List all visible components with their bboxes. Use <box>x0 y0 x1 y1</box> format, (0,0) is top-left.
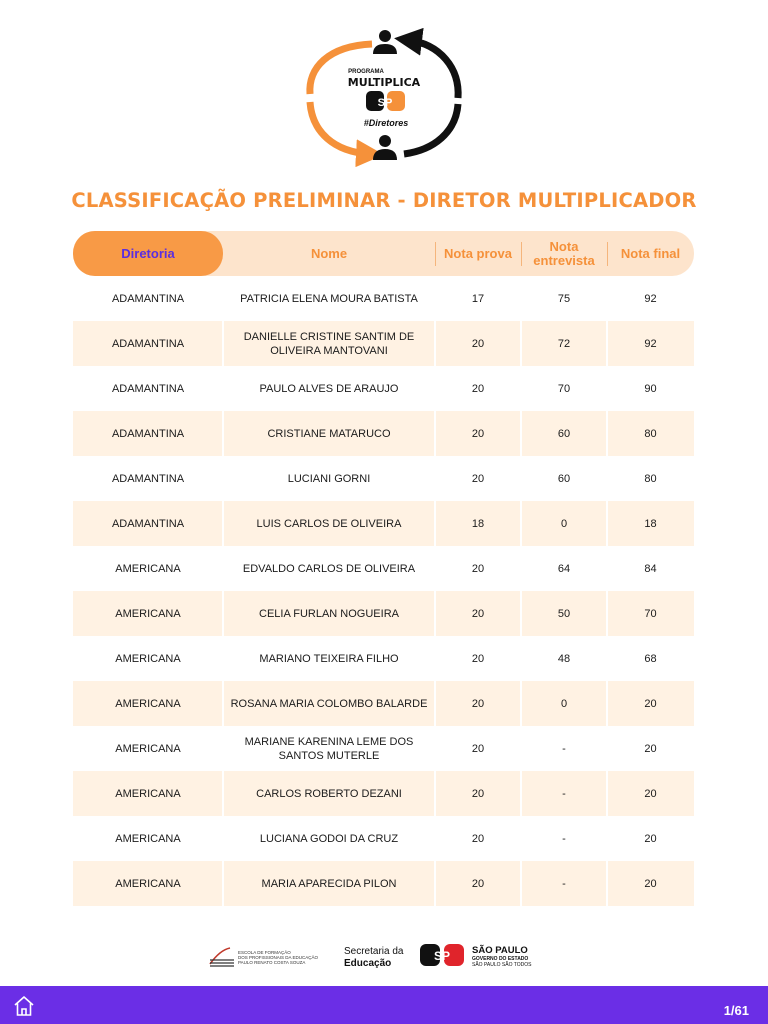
cell-nota-entrevista: 60 <box>557 472 571 485</box>
table-row <box>73 456 694 501</box>
cell-nota-final: 80 <box>644 472 657 485</box>
logo-line3: SP <box>377 97 393 109</box>
cell-nota-final: 90 <box>644 382 657 395</box>
cell-nome: CARLOS ROBERTO DEZANI <box>256 787 402 800</box>
header-nota-final: Nota final <box>620 245 681 261</box>
table-row <box>73 636 694 681</box>
column-divider <box>520 321 522 366</box>
header-diretoria: Diretoria <box>73 231 223 276</box>
cell-nota-final: 20 <box>644 787 657 800</box>
cell-diretoria: AMERICANA <box>115 742 181 755</box>
person-top-icon <box>373 30 397 54</box>
header-nome: Nome <box>310 245 348 261</box>
table-row <box>73 816 694 861</box>
column-divider <box>222 591 224 636</box>
cell-nome: MARIANE KARENINA LEME DOS SANTOS MUTERLE <box>244 735 414 762</box>
table-row <box>73 501 694 546</box>
table-row <box>73 321 694 366</box>
column-divider <box>606 501 608 546</box>
cell-nome: PAULO ALVES DE ARAUJO <box>259 382 399 395</box>
column-divider <box>606 321 608 366</box>
column-divider <box>222 501 224 546</box>
secretaria-line2: Educação <box>344 958 392 969</box>
column-divider <box>520 591 522 636</box>
cell-nota-prova: 20 <box>471 832 485 845</box>
cell-nota-prova: 18 <box>471 517 485 530</box>
cell-nome: LUCIANI GORNI <box>287 472 371 485</box>
cell-nota-prova: 20 <box>471 652 485 665</box>
cell-nota-entrevista: - <box>562 877 566 890</box>
logo-line1: PROGRAMA <box>348 69 384 75</box>
cell-nota-entrevista: 70 <box>557 382 571 395</box>
gov-line3: SÃO PAULO SÃO TODOS <box>472 962 532 968</box>
logo-line2: MULTIPLICA <box>347 76 421 89</box>
cell-diretoria: ADAMANTINA <box>111 517 185 530</box>
cell-nome: MARIANO TEIXEIRA FILHO <box>259 652 399 665</box>
cell-nota-prova: 20 <box>471 697 485 710</box>
cell-nota-prova: 20 <box>471 427 485 440</box>
footer-logos <box>206 940 546 972</box>
cell-nota-entrevista: 72 <box>557 337 571 350</box>
cell-nota-final: 20 <box>644 877 657 890</box>
cell-nota-entrevista: 75 <box>557 292 571 305</box>
cell-diretoria: AMERICANA <box>115 607 181 620</box>
home-icon[interactable] <box>12 994 36 1018</box>
cell-nota-entrevista: 0 <box>560 697 568 710</box>
bottom-bar <box>0 986 768 1024</box>
column-divider <box>222 681 224 726</box>
classification-table <box>73 231 694 906</box>
programa-multiplica-logo <box>300 28 468 168</box>
header-nota-entrevista: Nota entrevista <box>533 238 595 268</box>
cell-nota-entrevista: - <box>562 832 566 845</box>
cell-nome: ROSANA MARIA COLOMBO BALARDE <box>230 697 428 710</box>
cell-nome: LUCIANA GODOI DA CRUZ <box>259 832 399 845</box>
cell-nota-entrevista: 48 <box>557 652 571 665</box>
cell-diretoria: ADAMANTINA <box>111 427 185 440</box>
cell-nome: EDVALDO CARLOS DE OLIVEIRA <box>242 562 416 575</box>
table-row <box>73 546 694 591</box>
cell-nota-final: 84 <box>644 562 657 575</box>
efape-line1: ESCOLA DE FORMAÇÃO <box>238 950 291 955</box>
column-divider <box>606 591 608 636</box>
cell-nota-final: 92 <box>644 337 657 350</box>
cell-diretoria: AMERICANA <box>115 652 181 665</box>
cell-nota-prova: 20 <box>471 337 485 350</box>
cell-nota-prova: 20 <box>471 742 485 755</box>
column-divider <box>520 411 522 456</box>
column-divider <box>434 861 436 906</box>
cell-diretoria: AMERICANA <box>115 697 181 710</box>
table-row <box>73 366 694 411</box>
table-row <box>73 681 694 726</box>
cell-diretoria: ADAMANTINA <box>111 382 185 395</box>
column-divider <box>434 681 436 726</box>
cell-nota-final: 20 <box>644 697 657 710</box>
column-divider <box>222 771 224 816</box>
column-divider <box>606 771 608 816</box>
column-divider <box>222 861 224 906</box>
cell-nome: DANIELLE CRISTINE SANTIM DE OLIVEIRA MANTOVANI <box>243 330 415 357</box>
column-divider <box>520 501 522 546</box>
cell-nota-final: 80 <box>644 427 657 440</box>
table-body <box>73 276 694 906</box>
table-row <box>73 861 694 906</box>
page-number: 1/61 <box>723 1003 749 1018</box>
gov-line1: SÃO PAULO <box>472 945 528 956</box>
cell-diretoria: ADAMANTINA <box>111 337 185 350</box>
table-row <box>73 591 694 636</box>
cell-nota-prova: 20 <box>471 877 485 890</box>
cell-nota-prova: 20 <box>471 607 485 620</box>
secretaria-logo <box>344 944 532 969</box>
column-divider <box>434 591 436 636</box>
cell-nome: LUIS CARLOS DE OLIVEIRA <box>256 517 402 530</box>
table-header <box>73 231 694 276</box>
efape-line3: PAULO RENATO COSTA SOUZA <box>238 960 306 965</box>
cell-nome: CRISTIANE MATARUCO <box>267 427 391 440</box>
column-divider <box>520 861 522 906</box>
efape-logo <box>210 948 319 966</box>
cell-diretoria: ADAMANTINA <box>111 472 185 485</box>
efape-line2: DOS PROFISSIONAIS DA EDUCAÇÃO <box>238 955 319 960</box>
cell-nota-prova: 17 <box>471 292 485 305</box>
cell-diretoria: AMERICANA <box>115 562 181 575</box>
column-divider <box>222 321 224 366</box>
cell-diretoria: ADAMANTINA <box>111 292 185 305</box>
column-divider <box>520 681 522 726</box>
cell-diretoria: AMERICANA <box>115 877 181 890</box>
cell-nota-entrevista: - <box>562 787 566 800</box>
cell-nota-prova: 20 <box>471 382 485 395</box>
column-divider <box>434 321 436 366</box>
cell-nome: PATRICIA ELENA MOURA BATISTA <box>240 292 418 305</box>
cell-nota-final: 92 <box>644 292 657 305</box>
cell-nota-final: 20 <box>644 742 657 755</box>
column-divider <box>222 411 224 456</box>
table-row <box>73 276 694 321</box>
cell-nota-prova: 20 <box>471 472 485 485</box>
cell-nota-prova: 20 <box>471 787 485 800</box>
table-row <box>73 726 694 771</box>
table-row <box>73 411 694 456</box>
secretaria-line1: Secretaria da <box>344 946 404 957</box>
cell-nota-entrevista: 0 <box>560 517 568 530</box>
header-nota-prova: Nota prova <box>444 245 512 261</box>
cell-nota-entrevista: 64 <box>557 562 571 575</box>
person-bottom-icon <box>373 135 397 160</box>
cell-nome: CELIA FURLAN NOGUEIRA <box>259 607 399 620</box>
cell-diretoria: AMERICANA <box>115 832 181 845</box>
page-title: CLASSIFICAÇÃO PRELIMINAR - DIRETOR MULTIPLICADOR <box>71 189 697 212</box>
cell-nota-final: 18 <box>644 517 657 530</box>
column-divider <box>434 771 436 816</box>
cell-nota-entrevista: 50 <box>557 607 571 620</box>
cell-nota-entrevista: - <box>562 742 566 755</box>
gov-line2: GOVERNO DO ESTADO <box>472 956 529 962</box>
cell-nota-entrevista: 60 <box>557 427 571 440</box>
table-row <box>73 771 694 816</box>
cell-nota-prova: 20 <box>471 562 485 575</box>
sp-mark: SP <box>433 949 451 963</box>
column-divider <box>434 411 436 456</box>
column-divider <box>520 771 522 816</box>
column-divider <box>606 411 608 456</box>
cell-diretoria: AMERICANA <box>115 787 181 800</box>
column-divider <box>434 501 436 546</box>
cell-nota-final: 68 <box>644 652 657 665</box>
column-divider <box>606 681 608 726</box>
logo-hashtag: #Diretores <box>363 118 409 128</box>
cell-nome: MARIA APARECIDA PILON <box>261 877 397 890</box>
cell-nota-final: 20 <box>644 832 657 845</box>
column-divider <box>606 861 608 906</box>
cell-nota-final: 70 <box>644 607 657 620</box>
